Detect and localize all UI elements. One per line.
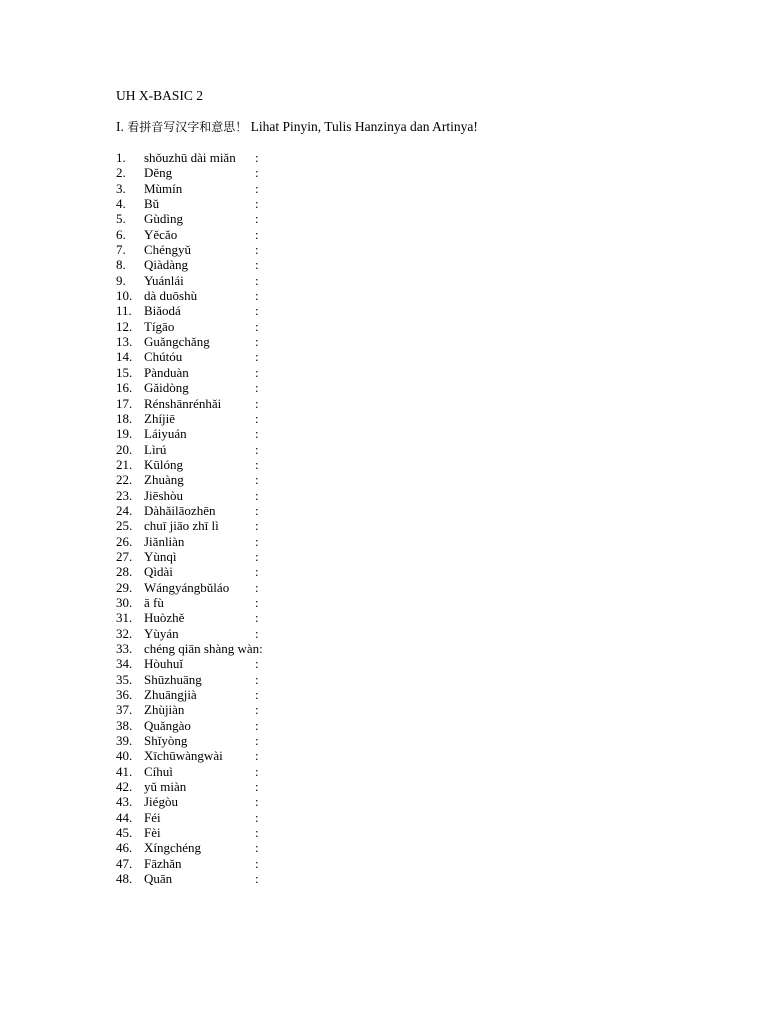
item-pinyin: Yùnqì bbox=[144, 548, 177, 564]
item-number: 3. bbox=[116, 180, 126, 196]
item-pinyin: Jiēshòu bbox=[144, 487, 183, 503]
item-colon: : bbox=[255, 518, 259, 534]
item-colon: : bbox=[255, 748, 259, 764]
item-pinyin: Kūlóng bbox=[144, 456, 183, 472]
item-number: 4. bbox=[116, 196, 126, 212]
item-colon: : bbox=[255, 303, 259, 319]
item-colon: : bbox=[255, 257, 259, 273]
item-pinyin: Biǎodá bbox=[144, 303, 181, 319]
item-colon: : bbox=[255, 855, 259, 871]
item-number: 5. bbox=[116, 211, 126, 227]
item-colon: : bbox=[255, 318, 259, 334]
item-number: 14. bbox=[116, 349, 133, 365]
item-pinyin: Zhuàng bbox=[144, 472, 184, 488]
item-colon: : bbox=[255, 426, 259, 442]
item-number: 27. bbox=[116, 548, 133, 564]
item-number: 37. bbox=[116, 702, 133, 718]
item-pinyin: Gùdìng bbox=[144, 211, 183, 227]
item-number: 29. bbox=[116, 579, 133, 595]
item-number: 48. bbox=[116, 871, 133, 887]
item-number: 13. bbox=[116, 334, 133, 350]
item-colon: : bbox=[255, 364, 259, 380]
item-colon: : bbox=[255, 487, 259, 503]
item-number: 39. bbox=[116, 733, 133, 749]
item-number: 12. bbox=[116, 318, 133, 334]
item-number: 11. bbox=[116, 303, 132, 319]
item-pinyin: shǒuzhū dài miǎn bbox=[144, 150, 236, 165]
item-number: 38. bbox=[116, 717, 133, 733]
item-colon: : bbox=[255, 840, 259, 856]
item-pinyin: Qiàdàng bbox=[144, 257, 189, 273]
item-colon: : bbox=[255, 288, 259, 304]
item-number: 9. bbox=[116, 272, 126, 288]
item-pinyin: Zhùjiàn bbox=[144, 702, 185, 718]
item-number: 40. bbox=[116, 748, 133, 764]
item-number: 22. bbox=[116, 472, 133, 488]
item-number: 32. bbox=[116, 625, 133, 641]
item-number: 23. bbox=[116, 487, 133, 503]
item-number: 7. bbox=[116, 242, 126, 258]
item-colon: : bbox=[255, 441, 259, 457]
item-number: 46. bbox=[116, 840, 133, 856]
item-colon: : bbox=[255, 349, 259, 365]
item-colon: : bbox=[255, 180, 259, 196]
item-colon: : bbox=[255, 548, 259, 564]
item-colon: : bbox=[255, 226, 259, 242]
item-colon: : bbox=[255, 410, 259, 426]
item-colon: : bbox=[255, 165, 259, 181]
item-number: 1. bbox=[116, 150, 126, 165]
item-pinyin: dà duōshù bbox=[144, 288, 198, 304]
item-number: 20. bbox=[116, 441, 133, 457]
item-number: 2. bbox=[116, 165, 126, 181]
item-colon: : bbox=[255, 564, 259, 580]
item-pinyin: Gǎidòng bbox=[144, 380, 189, 396]
item-pinyin: Yěcǎo bbox=[144, 226, 178, 242]
item-colon: : bbox=[255, 825, 259, 841]
instruction-chinese: 看拼音写汉字和意思！ bbox=[127, 120, 248, 134]
item-pinyin: Láiyuán bbox=[144, 426, 187, 442]
item-number: 34. bbox=[116, 656, 133, 672]
item-number: 36. bbox=[116, 687, 133, 703]
item-colon: : bbox=[255, 871, 259, 887]
item-number: 17. bbox=[116, 395, 133, 411]
item-pinyin: Pànduàn bbox=[144, 364, 189, 380]
instruction-indonesian: Lihat Pinyin, Tulis Hanzinya dan Artinya! bbox=[247, 119, 478, 134]
item-number: 28. bbox=[116, 564, 133, 580]
item-pinyin: Lìrú bbox=[144, 441, 167, 457]
item-pinyin: Tígāo bbox=[144, 318, 175, 334]
item-number: 47. bbox=[116, 855, 133, 871]
item-number: 33. bbox=[116, 641, 133, 656]
item-colon: : bbox=[255, 702, 259, 718]
item-number: 10. bbox=[116, 288, 133, 304]
item-pinyin: chéng qiān shàng wàn: bbox=[144, 641, 263, 656]
item-colon: : bbox=[255, 625, 259, 641]
item-number: 19. bbox=[116, 426, 133, 442]
item-pinyin: Fèi bbox=[144, 825, 161, 841]
instruction-prefix: I. bbox=[116, 119, 128, 134]
item-number: 26. bbox=[116, 533, 133, 549]
item-pinyin: Bǔ bbox=[144, 196, 160, 212]
item-pinyin: Dàhǎilāozhēn bbox=[144, 502, 216, 518]
item-number: 42. bbox=[116, 779, 133, 795]
item-pinyin: Zhíjiē bbox=[144, 410, 176, 426]
item-colon: : bbox=[255, 717, 259, 733]
item-colon: : bbox=[255, 456, 259, 472]
item-pinyin: Féi bbox=[144, 809, 161, 825]
item-colon: : bbox=[255, 687, 259, 703]
item-pinyin: yǔ miàn bbox=[144, 779, 187, 795]
item-colon: : bbox=[255, 380, 259, 396]
item-colon: : bbox=[255, 610, 259, 626]
item-colon: : bbox=[255, 272, 259, 288]
item-number: 24. bbox=[116, 502, 133, 518]
item-colon: : bbox=[255, 502, 259, 518]
instruction-line bbox=[116, 119, 478, 135]
item-pinyin: Xíngchéng bbox=[144, 840, 202, 856]
item-colon: : bbox=[255, 794, 259, 810]
item-colon: : bbox=[255, 671, 259, 687]
item-colon: : bbox=[255, 656, 259, 672]
item-number: 25. bbox=[116, 518, 133, 534]
item-pinyin: Zhuāngjià bbox=[144, 687, 197, 703]
item-pinyin: Shūzhuāng bbox=[144, 671, 202, 687]
item-pinyin: Quān bbox=[144, 871, 173, 887]
item-colon: : bbox=[255, 334, 259, 350]
item-colon: : bbox=[255, 763, 259, 779]
item-pinyin: Qìdài bbox=[144, 564, 173, 580]
item-number: 15. bbox=[116, 364, 133, 380]
item-colon: : bbox=[255, 733, 259, 749]
item-pinyin: Fāzhǎn bbox=[144, 855, 182, 871]
item-pinyin: Xīchūwàngwài bbox=[144, 748, 223, 764]
item-number: 31. bbox=[116, 610, 133, 626]
item-number: 45. bbox=[116, 825, 133, 841]
item-colon: : bbox=[255, 472, 259, 488]
item-colon: : bbox=[255, 242, 259, 258]
item-colon: : bbox=[255, 533, 259, 549]
item-number: 43. bbox=[116, 794, 133, 810]
item-pinyin: Yuánlái bbox=[144, 272, 184, 288]
document-title: UH X-BASIC 2 bbox=[116, 88, 204, 103]
item-pinyin: Hòuhuǐ bbox=[144, 656, 183, 672]
item-pinyin: Guǎngchǎng bbox=[144, 334, 210, 350]
item-pinyin: Wángyángbǔláo bbox=[144, 579, 230, 595]
item-colon: : bbox=[255, 579, 259, 595]
item-pinyin: Quǎngào bbox=[144, 717, 191, 733]
item-pinyin: Cíhuì bbox=[144, 763, 173, 779]
item-pinyin: Yùyán bbox=[144, 625, 179, 641]
item-number: 18. bbox=[116, 410, 133, 426]
item-number: 41. bbox=[116, 763, 133, 779]
item-pinyin: Rénshānrénhǎi bbox=[144, 395, 222, 411]
item-pinyin: Chútóu bbox=[144, 349, 183, 365]
item-pinyin: Jiǎnliàn bbox=[144, 533, 185, 549]
item-colon: : bbox=[255, 196, 259, 212]
item-pinyin: Chéngyǔ bbox=[144, 242, 191, 258]
item-number: 21. bbox=[116, 456, 133, 472]
item-pinyin: Mùmín bbox=[144, 180, 183, 196]
item-pinyin: ā fù bbox=[144, 594, 164, 610]
item-colon: : bbox=[255, 809, 259, 825]
item-pinyin: chuī jiāo zhī lì bbox=[144, 518, 219, 534]
item-colon: : bbox=[255, 211, 259, 227]
item-colon: : bbox=[255, 594, 259, 610]
item-number: 35. bbox=[116, 671, 133, 687]
item-number: 8. bbox=[116, 257, 126, 273]
item-pinyin: Shǐyòng bbox=[144, 733, 188, 749]
item-number: 16. bbox=[116, 380, 133, 396]
item-colon: : bbox=[255, 150, 259, 165]
item-pinyin: Děng bbox=[144, 165, 173, 181]
item-colon: : bbox=[255, 779, 259, 795]
item-pinyin: Jiégòu bbox=[144, 794, 178, 810]
item-colon: : bbox=[255, 395, 259, 411]
item-pinyin: Huòzhě bbox=[144, 610, 185, 626]
item-number: 6. bbox=[116, 226, 126, 242]
item-number: 44. bbox=[116, 809, 133, 825]
item-number: 30. bbox=[116, 594, 133, 610]
